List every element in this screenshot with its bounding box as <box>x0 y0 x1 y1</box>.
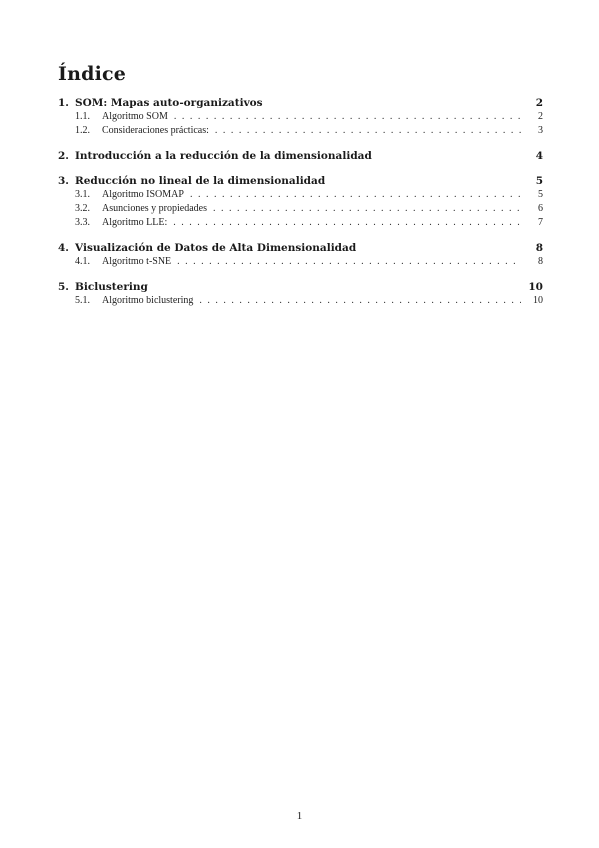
section-title: Introducción a la reducción de la dimensionalidad <box>75 150 372 162</box>
subsection-title: Algoritmo biclustering <box>102 295 194 306</box>
toc-section-entry[interactable] <box>58 96 543 110</box>
section-page-number: 10 <box>528 281 543 293</box>
toc-subsection-entry[interactable] <box>58 110 543 124</box>
section-number: 4. <box>58 242 69 254</box>
section-page-number: 2 <box>535 97 543 109</box>
subsection-page-number: 5 <box>538 189 543 200</box>
section-title: SOM: Mapas auto-organizativos <box>75 97 263 109</box>
toc-section <box>58 174 543 230</box>
section-number: 3. <box>58 175 69 187</box>
subsection-number: 1.2. <box>75 125 90 136</box>
subsection-title: Algoritmo SOM <box>102 111 168 122</box>
toc-subsection-entry[interactable] <box>58 202 543 216</box>
toc-section <box>58 96 543 138</box>
dot-leader <box>174 110 521 124</box>
toc-subsection-entry[interactable] <box>58 216 543 230</box>
section-title: Reducción no lineal de la dimensionalidad <box>75 175 326 187</box>
toc-subsection-entry[interactable] <box>58 255 543 269</box>
toc-section <box>58 280 543 308</box>
subsection-page-number: 3 <box>538 125 543 136</box>
subsection-number: 5.1. <box>75 295 90 306</box>
dot-leader <box>173 216 521 230</box>
toc-subsection-entry[interactable] <box>58 188 543 202</box>
subsection-title: Consideraciones prácticas: <box>102 125 209 136</box>
table-of-contents <box>58 96 543 319</box>
toc-subsection-entry[interactable] <box>58 294 543 308</box>
page-number: 1 <box>296 810 303 822</box>
section-number: 5. <box>58 281 69 293</box>
dot-leader <box>215 124 521 138</box>
subsection-number: 4.1. <box>75 256 90 267</box>
subsection-title: Asunciones y propiedades <box>102 203 207 214</box>
subsection-title: Algoritmo t-SNE <box>102 256 172 267</box>
subsection-number: 3.2. <box>75 203 90 214</box>
toc-section-entry[interactable] <box>58 149 543 163</box>
section-number: 2. <box>58 150 69 162</box>
subsection-number: 3.3. <box>75 217 90 228</box>
section-title: Biclustering <box>75 281 148 293</box>
subsection-number: 1.1. <box>75 111 90 122</box>
section-page-number: 4 <box>535 150 543 162</box>
subsection-page-number: 7 <box>538 217 543 228</box>
toc-subsection-entry[interactable] <box>58 124 543 138</box>
section-number: 1. <box>58 97 69 109</box>
subsection-title: Algoritmo LLE: <box>102 217 168 228</box>
toc-section <box>58 241 543 269</box>
subsection-page-number: 10 <box>533 295 543 306</box>
section-page-number: 8 <box>535 242 543 254</box>
subsection-page-number: 8 <box>538 256 543 267</box>
subsection-page-number: 6 <box>538 203 543 214</box>
dot-leader <box>199 294 521 308</box>
subsection-number: 3.1. <box>75 189 90 200</box>
section-page-number: 5 <box>535 175 543 187</box>
section-title: Visualización de Datos de Alta Dimensionalidad <box>75 242 357 254</box>
toc-section-entry[interactable] <box>58 280 543 294</box>
toc-title: Índice <box>58 63 127 85</box>
subsection-page-number: 2 <box>538 111 543 122</box>
toc-section <box>58 149 543 163</box>
subsection-title: Algoritmo ISOMAP <box>102 189 184 200</box>
dot-leader <box>213 202 521 216</box>
dot-leader <box>177 255 521 269</box>
toc-section-entry[interactable] <box>58 174 543 188</box>
dot-leader <box>190 188 521 202</box>
toc-section-entry[interactable] <box>58 241 543 255</box>
